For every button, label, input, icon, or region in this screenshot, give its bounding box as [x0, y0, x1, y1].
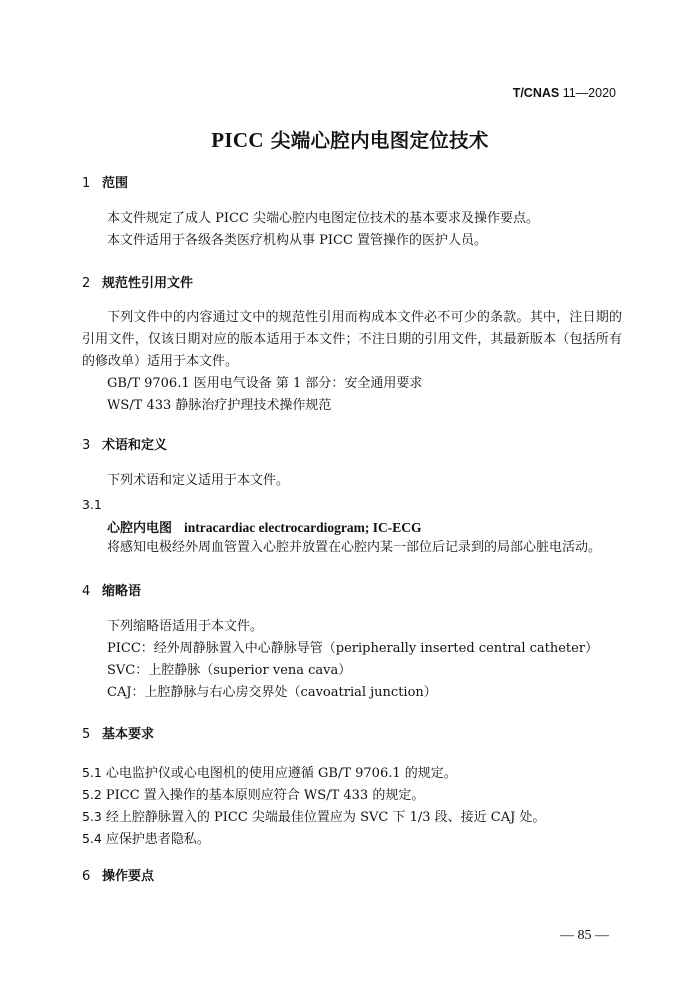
term-definition: 将感知电极经外周血管置入心腔并放置在心腔内某一部位后记录到的局部心脏电活动。	[107, 540, 602, 555]
clause-number: 5.3	[82, 809, 102, 824]
clause-number: 5.1	[82, 765, 102, 780]
standard-number: 11—2020	[562, 86, 616, 100]
clause-text: 应保护患者隐私。	[105, 832, 210, 847]
title-latin: PICC	[211, 128, 264, 152]
section-heading-scope	[82, 172, 128, 191]
section-title: 术语和定义	[102, 438, 168, 453]
standard-prefix: T/CNAS	[512, 86, 560, 100]
section-heading-basic-requirements	[82, 723, 154, 742]
normative-reference-1: GB/T 9706.1 医用电气设备 第 1 部分：安全通用要求	[107, 376, 423, 391]
scope-paragraph-1: 本文件规定了成人 PICC 尖端心腔内电图定位技术的基本要求及操作要点。	[107, 211, 540, 226]
section-heading-abbreviations	[82, 580, 141, 599]
scope-paragraph-2: 本文件适用于各级各类医疗机构从事 PICC 置管操作的医护人员。	[107, 233, 488, 248]
document-title	[0, 125, 700, 153]
abbreviations-intro: 下列缩略语适用于本文件。	[107, 619, 264, 634]
section-number: 5	[82, 727, 91, 742]
section-number: 4	[82, 584, 91, 599]
terms-intro: 下列术语和定义适用于本文件。	[107, 473, 290, 488]
section-title: 范围	[102, 176, 129, 191]
requirement-clause	[82, 762, 457, 781]
requirement-clause	[82, 784, 424, 803]
section-title: 规范性引用文件	[102, 276, 194, 291]
section-number: 2	[82, 276, 91, 291]
clause-number: 3.1	[82, 497, 102, 512]
section-number: 6	[82, 869, 91, 884]
term-clause-number	[82, 497, 106, 513]
title-rest: 尖端心腔内电图定位技术	[263, 129, 489, 152]
clause-text: 心电监护仪或心电图机的使用应遵循 GB/T 9706.1 的规定。	[105, 766, 457, 781]
section-heading-normative-references	[82, 272, 193, 291]
term-entry	[107, 517, 421, 536]
abbreviation-item: CAJ：上腔静脉与右心房交界处（cavoatrial junction）	[107, 685, 437, 700]
section-number: 1	[82, 176, 91, 191]
abbreviation-item: SVC：上腔静脉（superior vena cava）	[107, 663, 352, 678]
clause-text: 经上腔静脉置入的 PICC 尖端最佳位置应为 SVC 下 1/3 段、接近 CAJ 处。	[105, 810, 546, 825]
page-number: — 85 —	[560, 928, 609, 943]
section-title: 操作要点	[102, 869, 155, 884]
clause-number: 5.2	[82, 787, 102, 802]
section-title: 缩略语	[102, 584, 142, 599]
section-number: 3	[82, 438, 91, 453]
abbreviation-item: PICC：经外周静脉置入中心静脉导管（peripherally inserted central catheter）	[107, 641, 599, 656]
term-english: intracardiac electrocardiogram; IC-ECG	[184, 520, 422, 535]
clause-number: 5.4	[82, 831, 102, 846]
normative-intro-paragraph: 下列文件中的内容通过文中的规范性引用而构成本文件必不可少的条款。其中，注日期的引用文件，仅该日期对应的版本适用于本文件；不注日期的引用文件，其最新版本（包括所有的修改单）适用于本文件。	[82, 310, 622, 369]
section-heading-terms	[82, 434, 167, 453]
term-chinese: 心腔内电图	[107, 521, 173, 536]
standard-code	[513, 86, 616, 100]
requirement-clause	[82, 806, 545, 825]
clause-text: PICC 置入操作的基本原则应符合 WS/T 433 的规定。	[105, 788, 425, 803]
normative-reference-2: WS/T 433 静脉治疗护理技术操作规范	[107, 398, 332, 413]
section-title: 基本要求	[102, 727, 155, 742]
requirement-clause	[82, 828, 210, 847]
section-heading-operation-points	[82, 865, 154, 884]
